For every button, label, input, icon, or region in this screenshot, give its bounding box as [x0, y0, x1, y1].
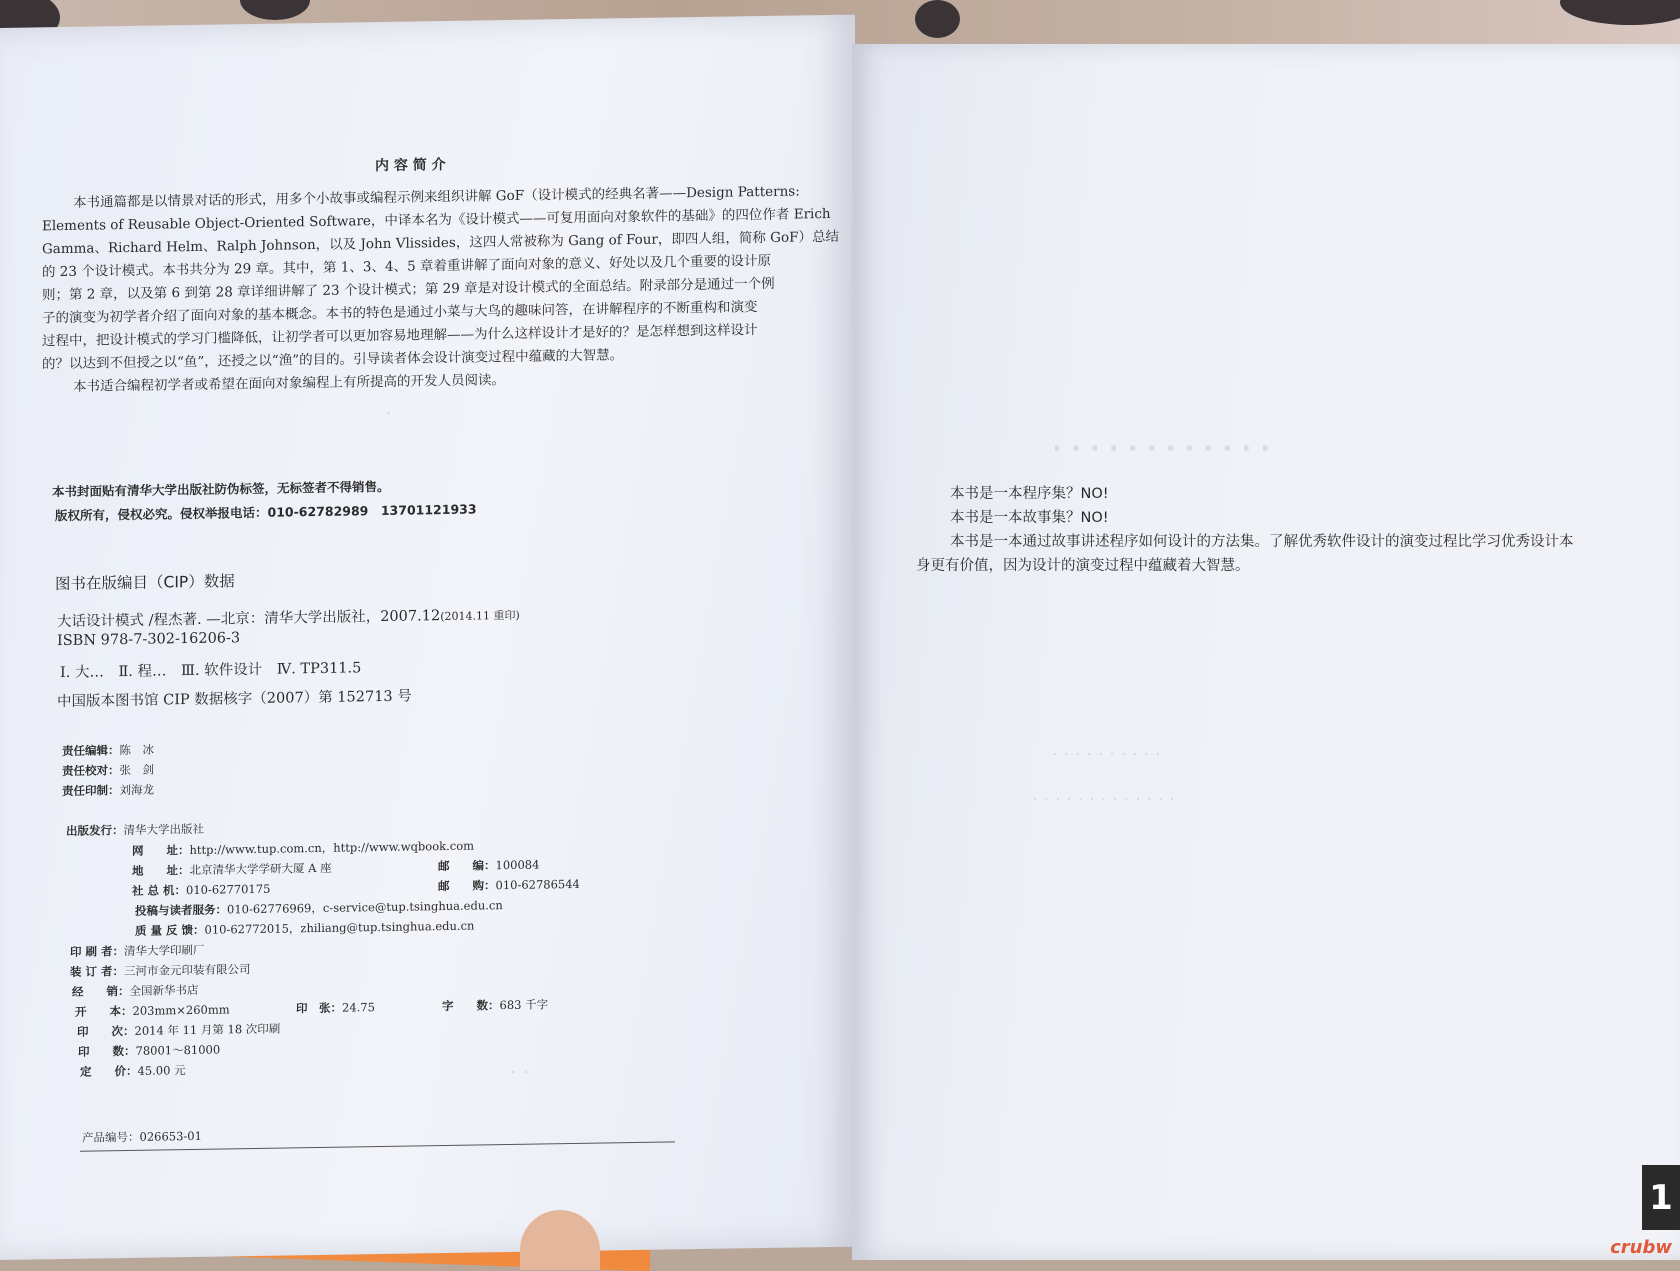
distributor-value: 全国新华书店 [129, 982, 199, 998]
cip-title: 图书在版编目（CIP）数据 [55, 572, 235, 594]
editor-row [62, 742, 154, 759]
show-through-text: · · · · · · · · · · · · · [1032, 789, 1176, 810]
binder-value: 三河市金元印装有限公司 [124, 962, 251, 979]
switchboard-row [132, 881, 270, 899]
submission-label: 投稿与读者服务： [135, 902, 227, 918]
binder-row [70, 961, 251, 980]
sheets-value: 24.75 [342, 1000, 375, 1015]
quality-row [135, 918, 474, 939]
right-line: 本书是一本故事集？NO! [950, 510, 1109, 526]
printer-label: 印 刷 者： [70, 944, 125, 959]
postcode-label: 邮 编： [438, 858, 496, 874]
address-row [132, 860, 332, 879]
format-row [75, 1001, 230, 1019]
address-value: 北京清华大学学研大厦 A 座 [189, 860, 332, 878]
cloth-dot [915, 0, 960, 38]
right-line: 身更有价值，因为设计的演变过程中蕴藏着大智慧。 [916, 558, 1250, 574]
cip-number: 中国版本图书馆 CIP 数据核字（2007）第 152713 号 [57, 688, 412, 711]
show-through-text: · · · · · · · · · · [1052, 744, 1161, 765]
classification: Ⅰ. 大… Ⅱ. 程… Ⅲ. 软件设计 Ⅳ. TP311.5 [60, 660, 362, 682]
editor-value: 陈 冰 [119, 742, 154, 758]
publisher-value: 清华大学出版社 [123, 821, 204, 838]
proofreader-label: 责任校对： [62, 763, 120, 779]
print-manager-row [62, 782, 154, 799]
sheets-label: 印 张： [296, 1000, 342, 1016]
publisher-label: 出版发行： [66, 823, 124, 838]
intro-line: 的？以达到不但授之以“鱼”，还授之以“渔”的目的。引导读者体会设计演变过程中蕴藏的大智慧。 [42, 347, 624, 373]
print-count-value: 78001～81000 [135, 1042, 221, 1058]
cip-reprint: (2014.11 重印) [440, 608, 520, 624]
intro-line: 过程中，把设计模式的学习门槛降低，让初学者可以更加容易地理解——为什么这样设计才是好的？是怎样想到这样设计 [42, 322, 758, 350]
publisher-row [66, 821, 204, 839]
cip-line-text: 大话设计模式 /程杰著. —北京：清华大学出版社，2007.12 [57, 608, 441, 631]
printer-row [70, 942, 205, 960]
proofreader-row [62, 762, 154, 779]
intro-line: 本书通篇都是以情景对话的形式，用多个小故事或编程示例来组织讲解 GoF（设计模式的经典名著——Design Patterns: [73, 183, 800, 211]
website-value: http://www.tup.com.cn，http://www.wqbook.com [189, 838, 475, 858]
right-line: 本书是一本程序集？NO! [950, 486, 1109, 502]
intro-line: 本书适合编程初学者或希望在面向对象编程上有所提高的开发人员阅读。 [73, 372, 505, 395]
distributor-row [72, 982, 199, 1000]
postcode-row [438, 857, 539, 875]
show-through-text: · · [510, 1059, 530, 1084]
quality-value: 010-62772015，zhiliang@tup.tsinghua.edu.cn [204, 918, 475, 937]
format-label: 开 本： [75, 1003, 133, 1019]
intro-line: 则；第 2 章，以及第 6 到第 28 章详细讲解了 23 个设计模式；第 29 章是对设计模式的全面总结。附录部分是通过一个例 [42, 275, 775, 304]
price-label: 定 价： [80, 1063, 138, 1079]
mailorder-label: 邮 购： [438, 878, 496, 894]
mailorder-row [438, 876, 580, 894]
address-label: 地 址： [132, 863, 190, 878]
submission-value: 010-62776969，c-service@tup.tsinghua.edu.cn [227, 898, 503, 917]
print-manager-value: 刘海龙 [119, 782, 154, 798]
submission-row [135, 897, 503, 919]
intro-line: Elements of Reusable Object-Oriented Software，中译本名为《设计模式——可复用面向对象软件的基础》的四位作者 Erich [42, 205, 831, 235]
right-line: 本书是一本通过故事讲述程序如何设计的方法集。了解优秀软件设计的演变过程比学习优秀设计本 [950, 534, 1574, 550]
words-row [442, 996, 548, 1014]
words-label: 字 数： [442, 998, 500, 1014]
product-number: 产品编号：026653-01 [82, 1128, 202, 1145]
left-page [0, 15, 855, 1260]
switchboard-label: 社 总 机： [132, 883, 187, 898]
edition-row [77, 1021, 280, 1040]
mailorder-value: 010-62786544 [495, 876, 580, 893]
intro-line: 子的演变为初学者介绍了面向对象的基本概念。本书的特色是通过小菜与大鸟的趣味问答，在讲解程序的不断重构和演变 [42, 299, 758, 327]
sheets-row [296, 999, 375, 1016]
intro-heading: 内 容 简 介 [375, 156, 446, 175]
binder-label: 装 订 者： [70, 964, 125, 979]
cip-line [57, 603, 520, 631]
print-count-row [78, 1042, 220, 1060]
postcode-value: 100084 [495, 857, 540, 873]
website-label: 网 址： [132, 843, 190, 858]
website-row [132, 838, 474, 859]
show-through-text: · · · · · · · · · · · · [1052, 434, 1271, 464]
copyright-notice: 版权所有，侵权必究。侵权举报电话：010-62782989 13701121933 [55, 501, 477, 524]
price-row [80, 1062, 186, 1080]
print-count-label: 印 数： [78, 1043, 136, 1059]
print-manager-label: 责任印制： [62, 783, 120, 799]
intro-line: Gamma、Richard Helm、Ralph Johnson，以及 John Vlissides，这四人常被称为 Gang of Four，即四人组，简称 GoF）总结 [42, 228, 839, 258]
edition-label: 印 次： [77, 1023, 135, 1039]
switchboard-value: 010-62770175 [186, 881, 271, 898]
proofreader-value: 张 剑 [119, 762, 154, 778]
price-value: 45.00 元 [137, 1063, 186, 1078]
words-value: 683 千字 [499, 997, 549, 1013]
page-number: 1 [1642, 1165, 1680, 1230]
anti-counterfeit-notice: 本书封面贴有清华大学出版社防伪标签，无标签者不得销售。 [52, 478, 390, 500]
distributor-label: 经 销： [72, 983, 130, 999]
intro-line: 的 23 个设计模式。本书共分为 29 章。其中，第 1、3、4、5 章着重讲解了面向对象的意义、好处以及几个重要的设计原 [42, 252, 771, 281]
edition-value: 2014 年 11 月第 18 次印刷 [134, 1021, 281, 1038]
quality-label: 质 量 反 馈： [135, 922, 205, 938]
isbn: ISBN 978-7-302-16206-3 [57, 630, 241, 650]
editor-label: 责任编辑： [62, 743, 120, 759]
format-value: 203mm×260mm [132, 1002, 230, 1018]
right-page [852, 44, 1680, 1260]
watermark: crubw [1610, 1237, 1672, 1258]
printer-value: 清华大学印刷厂 [124, 942, 205, 959]
show-through-text: · [385, 401, 392, 427]
